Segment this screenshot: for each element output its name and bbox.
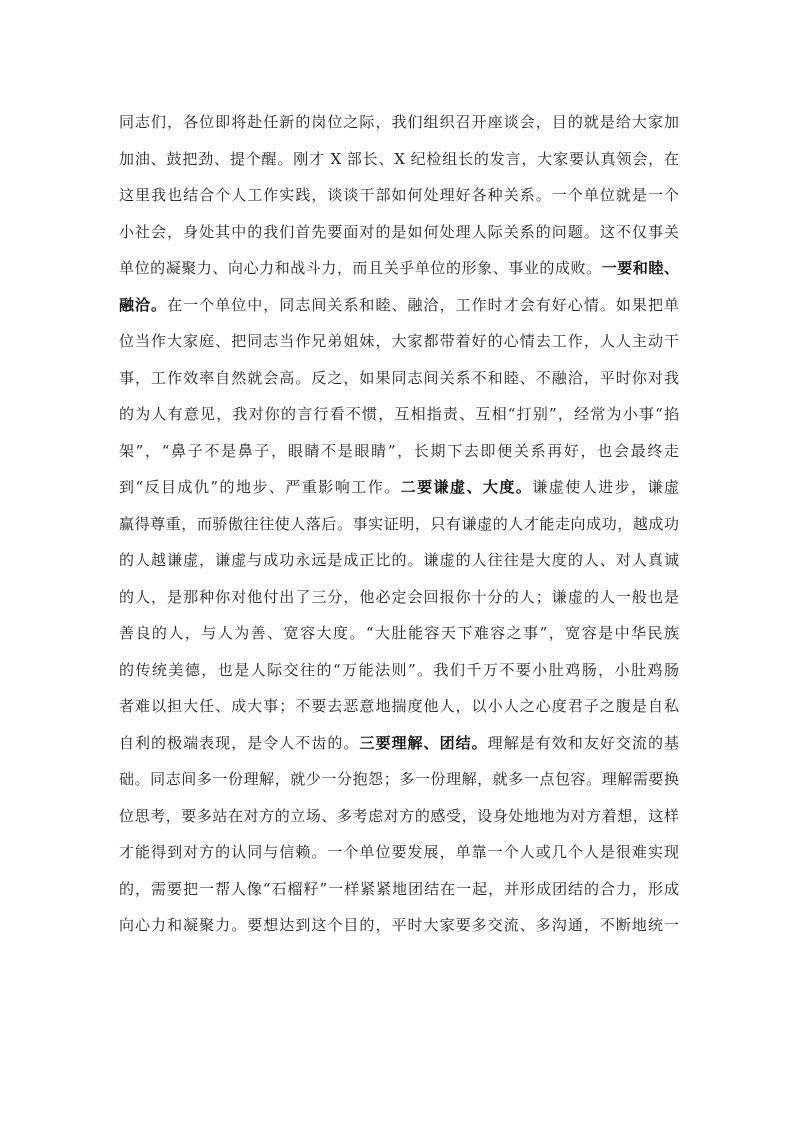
- text-line: 础。同志间多一份理解，就少一分抱怨；多一份理解，就多一点包容。理解需要换: [119, 770, 679, 788]
- text-line: 的传统美德，也是人际交往的“万能法则”。我们千万不要小肚鸡肠，小肚鸡肠: [119, 660, 679, 679]
- text-line: 位思考，要多站在对方的立场、多考虑对方的感受，设身处地地为对方着想，这样: [119, 806, 679, 825]
- text-line: 才能得到对方的认同与信赖。一个单位要发展，单靠一个人或几个人是很难实现: [119, 843, 679, 861]
- text-segment: 自利的极端表现，是令人不齿的。: [119, 733, 360, 752]
- text-segment: 在一个单位中，同志间关系和睦、融洽，工作时才会有好心情。如果把单: [167, 295, 679, 314]
- text-segment: 到“反目成仇”的地步、严重影响工作。: [119, 478, 401, 496]
- text-line: 小社会，身处其中的我们首先要面对的是如何处理人际关系的问题。这不仅事关: [119, 222, 679, 241]
- text-line: 的人越谦虚，谦虚与成功永远是成正比的。谦虚的人往往是大度的人、对人真诚: [119, 551, 679, 569]
- text-line: 善良的人，与人为善、宽容大度。“大肚能容天下难容之事”，宽容是中华民族: [119, 624, 679, 642]
- text-line: 的人，是那种你对他付出了三分，他必定会回报你十分的人；谦虚的人一般也是: [119, 587, 679, 606]
- text-line: 赢得尊重，而骄傲往往使人落后。事实证明，只有谦虚的人才能走向成功，越成功: [119, 514, 679, 533]
- text-line: 的，需要把一帮人像“石榴籽”一样紧紧地团结在一起，并形成团结的合力，形成: [119, 879, 679, 898]
- text-line: 事，工作效率自然就会高。反之，如果同志间关系不和睦、不融洽，平时你对我: [119, 368, 679, 387]
- text-line: 的为人有意见，我对你的言行看不惯，互相指责、互相“打别”，经常为小事“掐: [119, 405, 679, 423]
- body-paragraph: [119, 104, 679, 944]
- text-line: 位当作大家庭、把同志当作兄弟姐妹，大家都带着好的心情去工作，人人主动干: [119, 332, 679, 350]
- text-segment: 理解是有效和友好交流的基: [487, 733, 679, 752]
- heading-inline-3: 三要理解、团结。: [359, 733, 488, 752]
- text-line: 同志们，各位即将赴任新的岗位之际，我们组织召开座谈会，目的就是给大家加: [119, 113, 679, 131]
- text-line: 向心力和凝聚力。要想达到这个目的，平时大家要多交流、多沟通，不断地统一: [119, 916, 679, 934]
- text-line: [119, 287, 679, 324]
- text-segment: 单位的凝聚力、向心力和战斗力，而且关乎单位的形象、事业的成败。: [119, 259, 602, 277]
- heading-inline-2: 二要谦虚、大度。: [400, 478, 533, 496]
- heading-inline-1-cont: 融洽。: [119, 295, 168, 314]
- text-line: 架”，“鼻子不是鼻子，眼睛不是眼睛”，长期下去即便关系再好，也会最终走: [119, 441, 679, 460]
- text-line: 加油、鼓把劲、提个醒。刚才 X 部长、X 纪检组长的发言，大家要认真领会，在: [119, 149, 679, 168]
- text-line: [119, 725, 679, 762]
- text-line: 这里我也结合个人工作实践，谈谈干部如何处理好各种关系。一个单位就是一个: [119, 186, 679, 204]
- text-line: [119, 250, 679, 287]
- text-line: 者难以担大任、成大事；不要去恶意地揣度他人，以小人之心度君子之腹是自私: [119, 697, 679, 715]
- text-line: [119, 469, 679, 506]
- heading-inline-1: 一要和睦、: [601, 259, 679, 277]
- text-segment: 谦虚使人进步，谦虚: [532, 478, 679, 496]
